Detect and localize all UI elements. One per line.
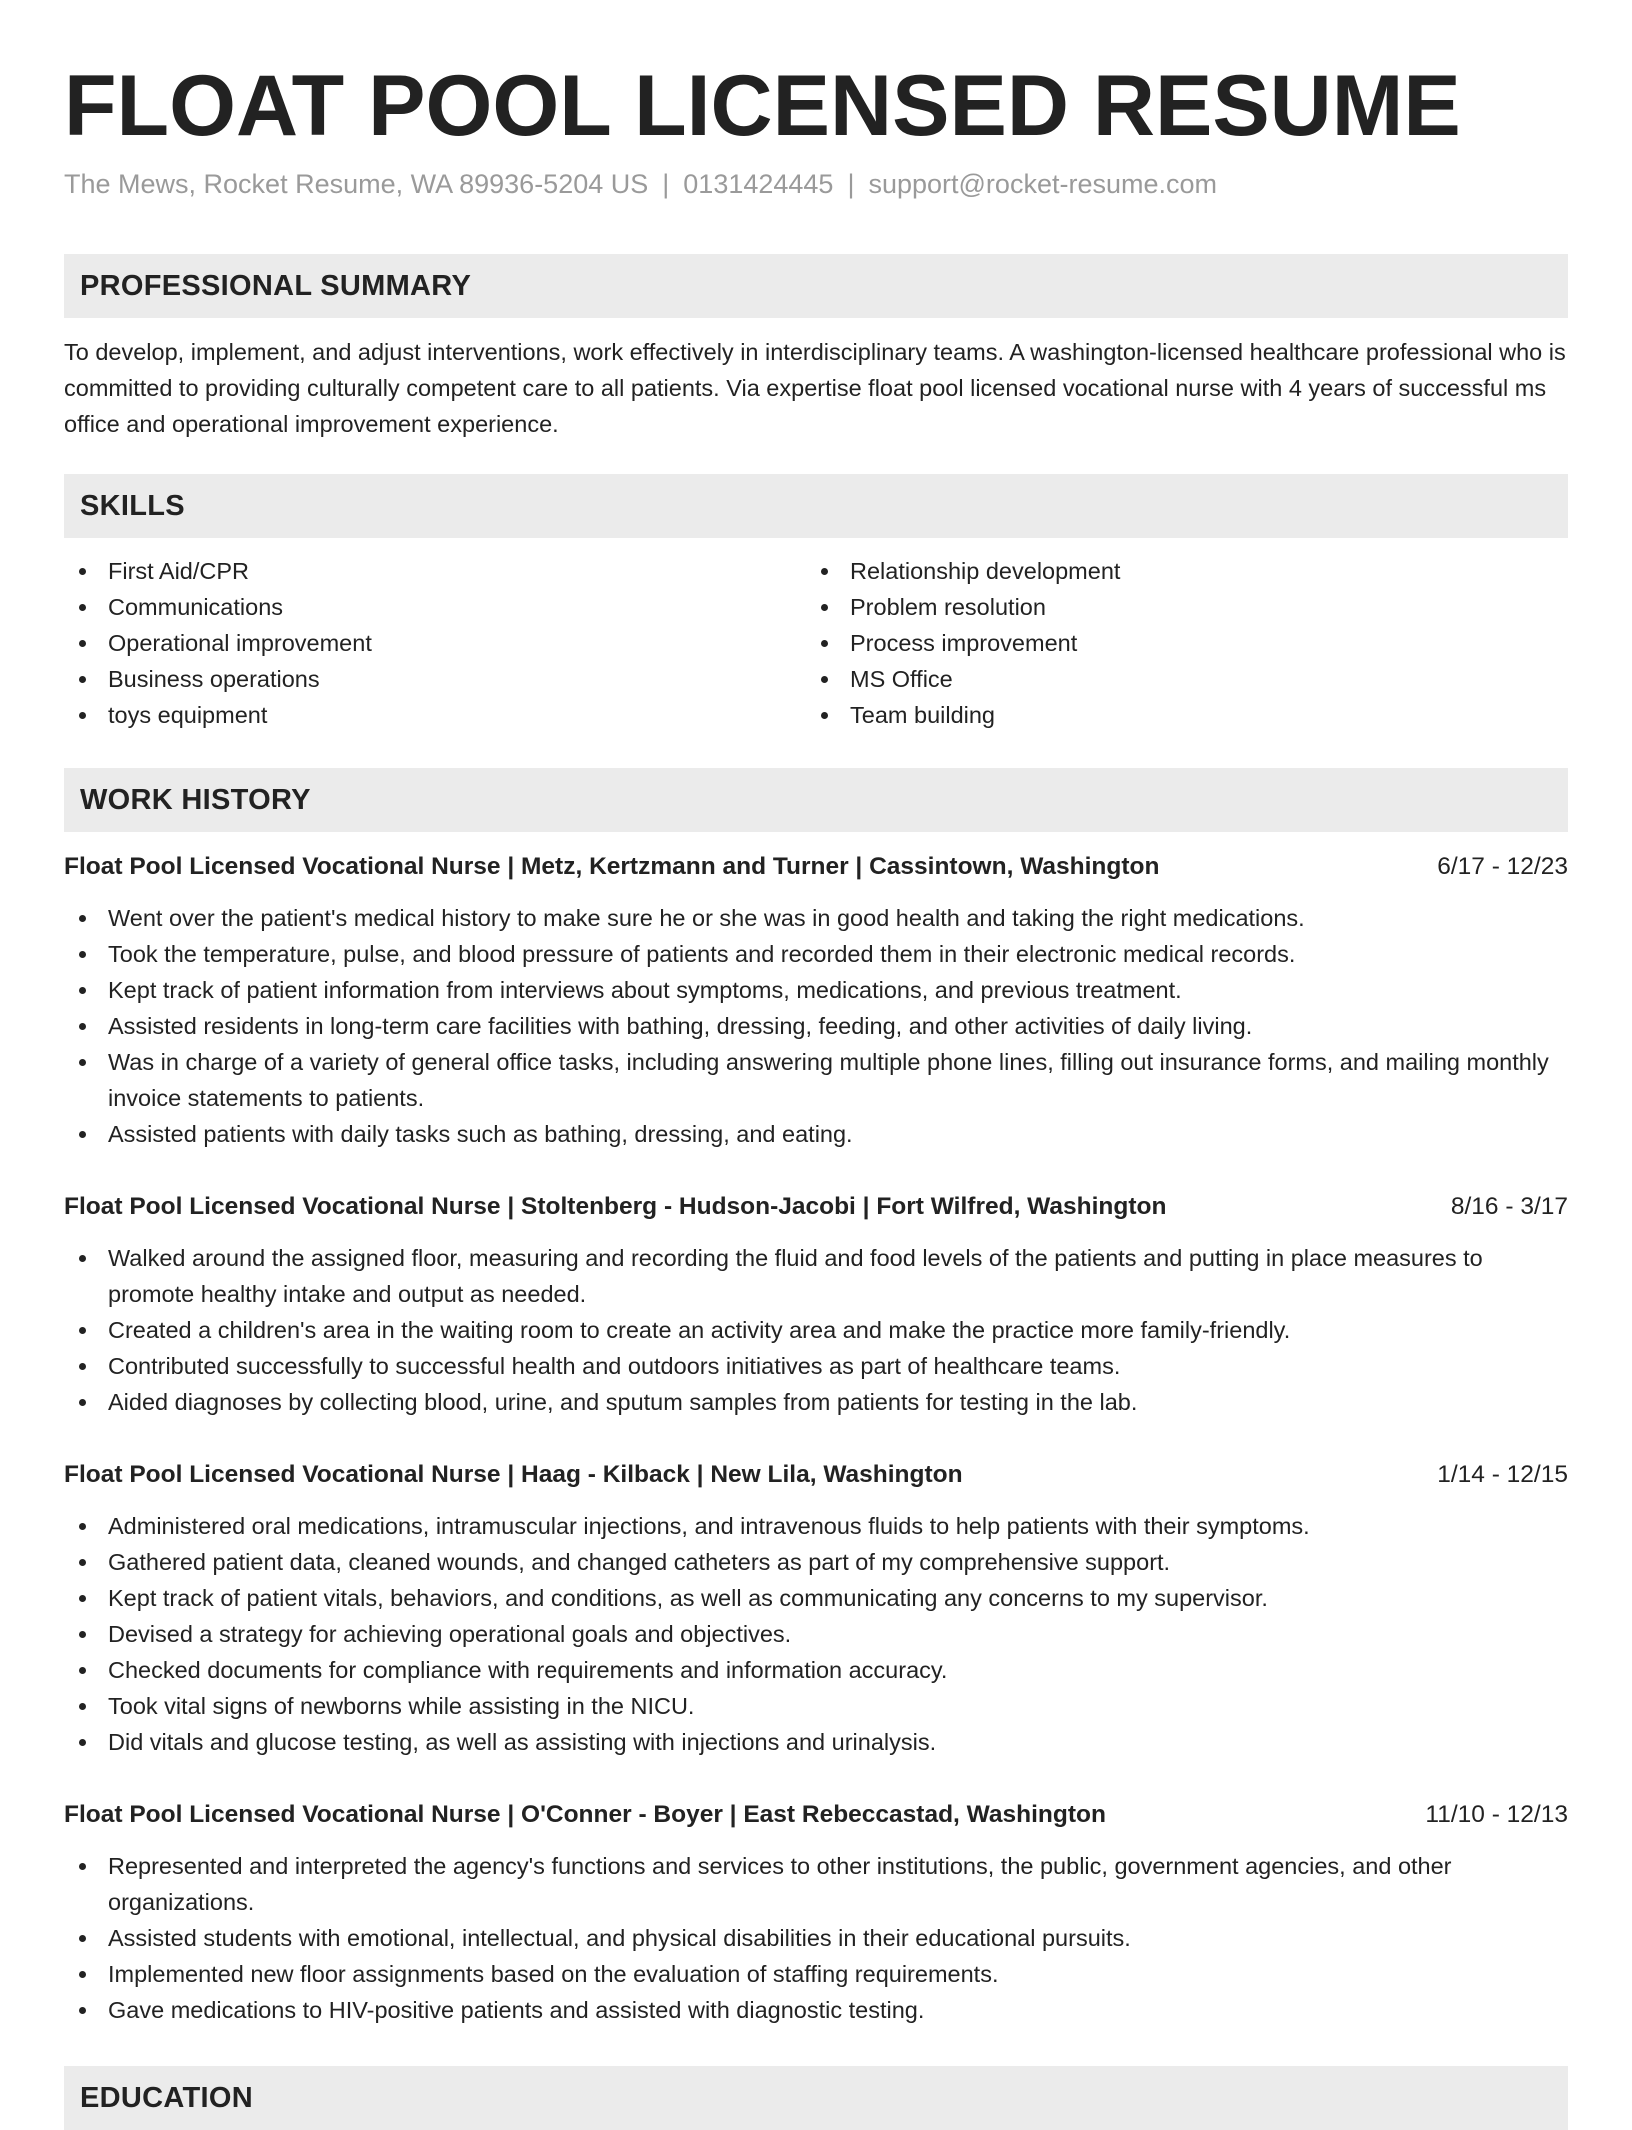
job-bullet: Gave medications to HIV-positive patients and assisted with diagnostic testing. <box>64 1992 1568 2028</box>
contact-email: support@rocket-resume.com <box>868 169 1217 199</box>
job-dates: 8/16 - 3/17 <box>1450 1193 1568 1220</box>
summary-heading: PROFESSIONAL SUMMARY <box>80 270 472 302</box>
skill-item: Relationship development <box>806 553 1506 589</box>
education-section-header <box>64 2066 1568 2130</box>
contact-line <box>64 166 1217 202</box>
summary-section-header <box>64 254 1568 318</box>
skill-item: Team building <box>806 697 1506 733</box>
job-entry <box>64 1187 1568 1420</box>
job-bullet: Kept track of patient vitals, behaviors, and conditions, as well as communicating any concerns to my supervisor. <box>64 1580 1568 1616</box>
skill-item: toys equipment <box>64 697 764 733</box>
job-bullet: Implemented new floor assignments based on the evaluation of staffing requirements. <box>64 1956 1568 1992</box>
skill-item: Business operations <box>64 661 764 697</box>
contact-separator: | <box>847 169 855 199</box>
job-title: Float Pool Licensed Vocational Nurse | Metz, Kertzmann and Turner | Cassintown, Washington <box>64 853 1160 880</box>
job-entry <box>64 1455 1568 1760</box>
job-entry <box>64 847 1568 1152</box>
skill-item: MS Office <box>806 661 1506 697</box>
job-bullet: Assisted patients with daily tasks such as bathing, dressing, and eating. <box>64 1116 1568 1152</box>
job-bullet: Checked documents for compliance with requirements and information accuracy. <box>64 1652 1568 1688</box>
skill-item: First Aid/CPR <box>64 553 764 589</box>
job-bullet: Kept track of patient information from interviews about symptoms, medications, and previous treatment. <box>64 972 1568 1008</box>
job-bullet: Gathered patient data, cleaned wounds, and changed catheters as part of my comprehensive support. <box>64 1544 1568 1580</box>
job-title: Float Pool Licensed Vocational Nurse | Haag - Kilback | New Lila, Washington <box>64 1461 963 1488</box>
job-bullet: Took the temperature, pulse, and blood pressure of patients and recorded them in their electronic medical records. <box>64 936 1568 972</box>
job-title: Float Pool Licensed Vocational Nurse | O'Conner - Boyer | East Rebeccastad, Washington <box>64 1801 1106 1828</box>
contact-address: The Mews, Rocket Resume, WA 89936-5204 US <box>64 169 649 199</box>
job-bullet: Took vital signs of newborns while assisting in the NICU. <box>64 1688 1568 1724</box>
job-bullet: Devised a strategy for achieving operational goals and objectives. <box>64 1616 1568 1652</box>
skill-item: Communications <box>64 589 764 625</box>
contact-separator: | <box>662 169 670 199</box>
skills-heading: SKILLS <box>80 490 185 522</box>
job-entry <box>64 1795 1568 2028</box>
job-bullet: Represented and interpreted the agency's functions and services to other institutions, the public, government agencies, and other organizations. <box>64 1848 1568 1920</box>
job-bullet: Assisted residents in long-term care facilities with bathing, dressing, feeding, and other activities of daily living. <box>64 1008 1568 1044</box>
skill-item: Operational improvement <box>64 625 764 661</box>
summary-text: To develop, implement, and adjust interventions, work effectively in interdisciplinary teams. A washington-licensed healthcare professional who is committed to providing culturally competent care to all patients. Via expertise float pool licensed vocational nurse with 4 years of successful ms office and operational improvement experience. <box>64 339 1566 437</box>
job-bullet: Created a children's area in the waiting room to create an activity area and make the practice more family-friendly. <box>64 1312 1568 1348</box>
job-bullet: Did vitals and glucose testing, as well as assisting with injections and urinalysis. <box>64 1724 1568 1760</box>
job-bullet: Contributed successfully to successful health and outdoors initiatives as part of healthcare teams. <box>64 1348 1568 1384</box>
job-bullet: Went over the patient's medical history to make sure he or she was in good health and taking the right medications. <box>64 900 1568 936</box>
job-bullet: Administered oral medications, intramuscular injections, and intravenous fluids to help patients with their symptoms. <box>64 1508 1568 1544</box>
skills-column-right <box>806 553 1506 733</box>
job-dates: 1/14 - 12/15 <box>1437 1461 1568 1488</box>
skills-section-header <box>64 474 1568 538</box>
education-heading: EDUCATION <box>80 2082 253 2114</box>
contact-phone: 0131424445 <box>683 169 834 199</box>
skill-item: Process improvement <box>806 625 1506 661</box>
resume-title: FLOAT POOL LICENSED RESUME <box>64 58 1461 154</box>
job-bullet: Assisted students with emotional, intellectual, and physical disabilities in their educational pursuits. <box>64 1920 1568 1956</box>
skill-item: Problem resolution <box>806 589 1506 625</box>
job-dates: 6/17 - 12/23 <box>1437 853 1568 880</box>
job-bullet: Walked around the assigned floor, measuring and recording the fluid and food levels of the patients and putting in place measures to promote healthy intake and output as needed. <box>64 1240 1568 1312</box>
work-heading: WORK HISTORY <box>80 784 311 816</box>
job-dates: 11/10 - 12/13 <box>1425 1801 1568 1828</box>
job-bullet: Aided diagnoses by collecting blood, urine, and sputum samples from patients for testing in the lab. <box>64 1384 1568 1420</box>
skills-column-left <box>64 553 764 733</box>
job-title: Float Pool Licensed Vocational Nurse | Stoltenberg - Hudson-Jacobi | Fort Wilfred, Washington <box>64 1193 1167 1220</box>
job-bullet: Was in charge of a variety of general office tasks, including answering multiple phone lines, filling out insurance forms, and mailing monthly invoice statements to patients. <box>64 1044 1568 1116</box>
work-section-header <box>64 768 1568 832</box>
